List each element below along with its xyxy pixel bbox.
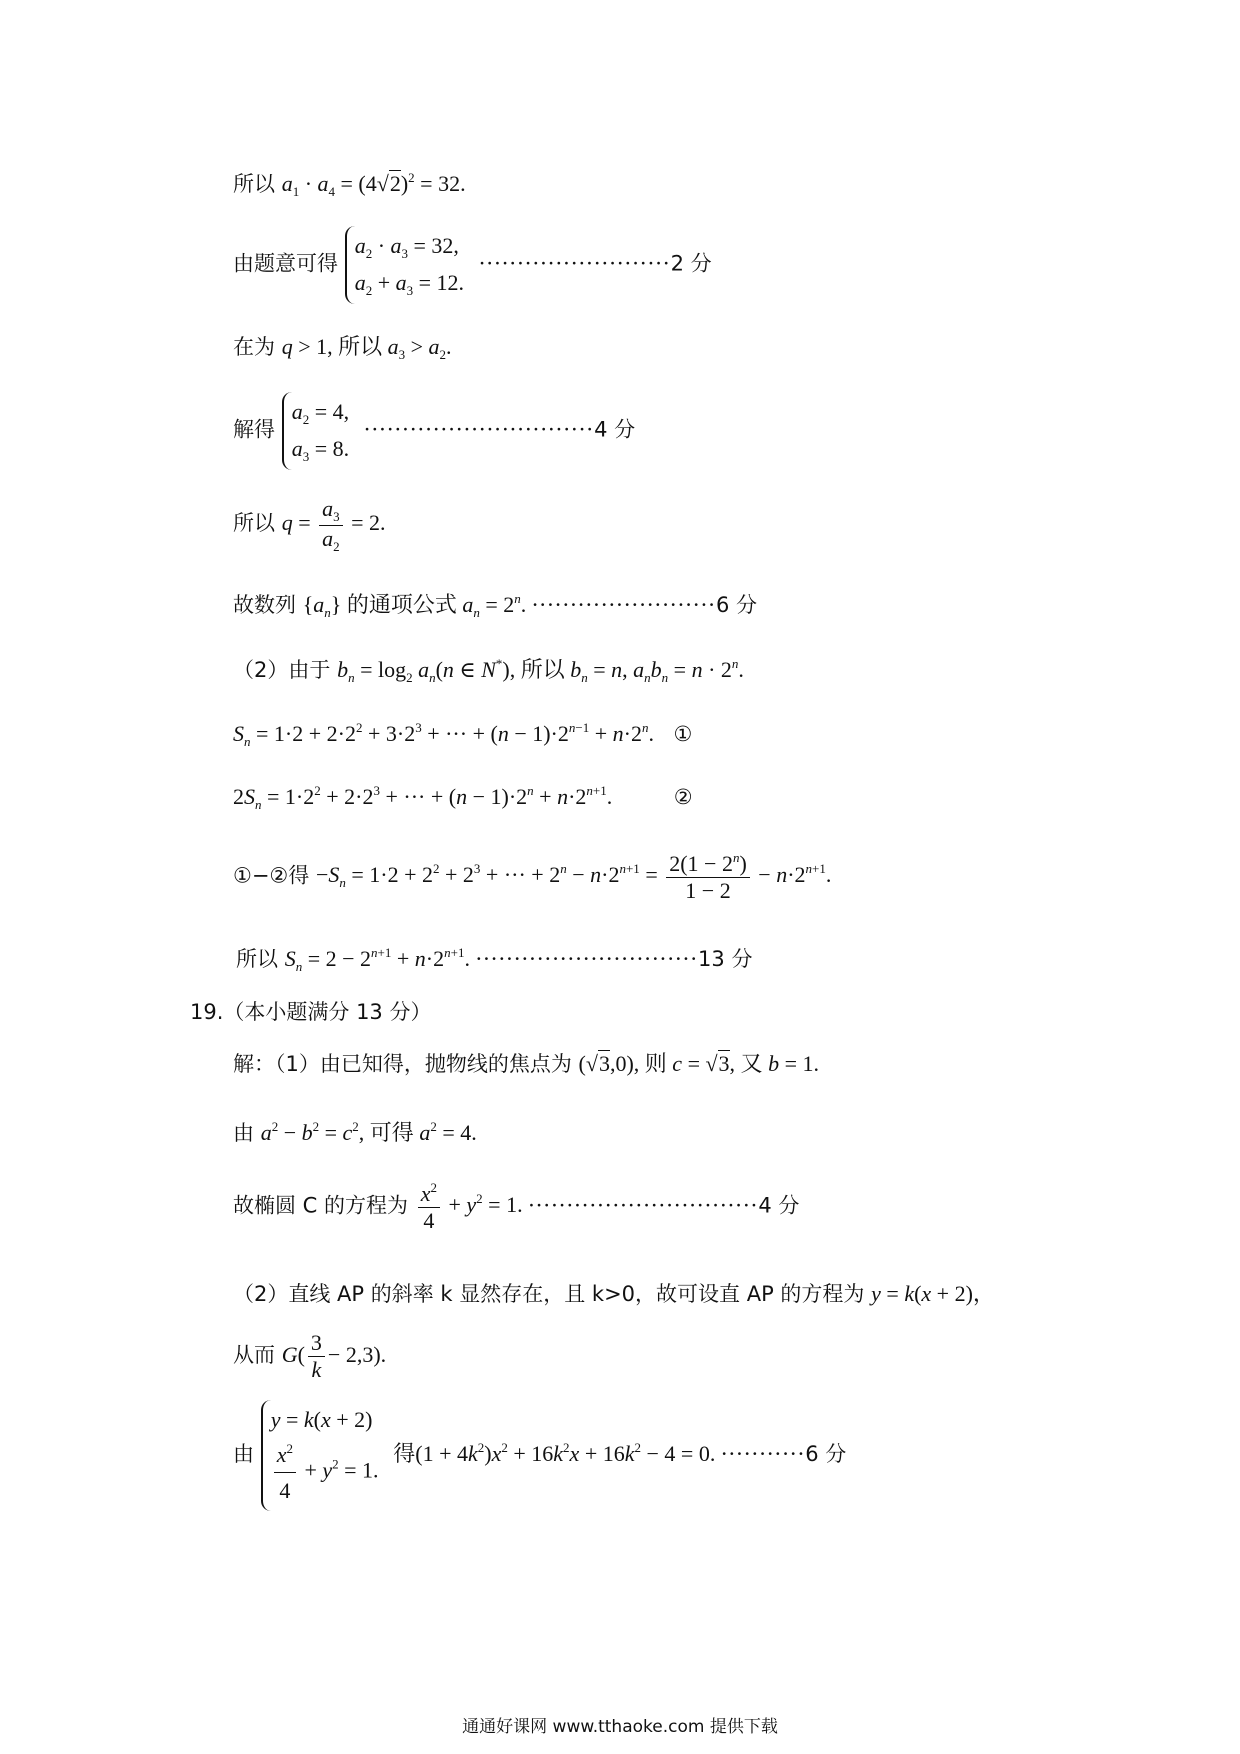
score-label: 6 分	[805, 1441, 847, 1466]
line-9	[233, 783, 693, 813]
line-15: 故椭圆 C 的方程为 $\frac{x^2}{4}$ + $y^2 = 1$. ······························4 分	[233, 1180, 800, 1234]
equation: $a^2 - b^2 = c^2$, 可得 $a^2 = 4$.	[260, 1119, 477, 1146]
line-16: （2）直线 AP 的斜率 k 显然存在，且 k>0，故可设直 AP 的方程为 y = k(x + 2)，	[233, 1281, 995, 1306]
line-18: 由 y = k(x + 2) $\frac{x^2}{4}$ + $y^2 = 1$. 得$(1 + 4k^2)x^2 + 16k^2x + 16k^2 - 4 = 0$. ···········6 分	[233, 1400, 846, 1511]
line-1: 所以 $a_1 \cdot a_4 = (4√2)^2 = 32$.	[233, 170, 466, 199]
equation-system: y = k(x + 2) $\frac{x^2}{4}$ + $y^2 = 1$.	[261, 1400, 387, 1511]
equation-system: $a_2 \cdot a_3 = 32$, $a_2 + a_3 = 12$.	[345, 226, 472, 304]
score-leader: ·························	[478, 251, 671, 276]
score-label: 4 分	[758, 1193, 800, 1218]
line-3: 在为 q > 1, 所以 $a_3 > a_2$.	[233, 334, 452, 362]
line-7: （2）由于 $b_n = \log_2 a_n(n$ ∈ N*), 所以 $b_n = n$, $a_nb_n = n \cdot 2^n$.	[233, 656, 744, 685]
equation-mark: ②	[673, 785, 693, 809]
equation: $S_n = 2 - 2^{n+1} + n\cdot 2^{n+1}$.	[284, 945, 476, 974]
score-label: 4 分	[594, 417, 636, 442]
line-4: 解得 $a_2 = 4$, $a_3 = 8$. ······························4 分	[233, 392, 635, 470]
equation: (√3,0), 则 c = √3, 又 b = 1.	[578, 1051, 819, 1077]
equation: $S_n = 1\cdot 2 + 2\cdot 2^2 + 3\cdot 2^3$ + ··· + $(n - 1)\cdot 2^{n-1} + n\cdot 2^n$.	[233, 720, 660, 749]
line-5: 所以 q = $\frac{a_3}{a_2}$ = 2.	[233, 496, 386, 554]
equation: 得$(1 + 4k^2)x^2 + 16k^2x + 16k^2 - 4 = 0$.	[393, 1439, 721, 1467]
line-10: ①−②得 $-S_n = 1\cdot 2 + 2^2 + 2^3$ + ··· + $2^n - n\cdot 2^{n+1}$ = $\frac{2(1 - 2^n)}{1 - 2}$ − $n\cdot 2^{n+1}$.	[233, 850, 832, 904]
equation: $\frac{x^2}{4}$ + $y^2 = 1$.	[415, 1192, 528, 1217]
score-label: 13 分	[698, 947, 753, 971]
equation: $\{a_n\}$ 的通项公式 $a_n = 2^n$.	[302, 591, 532, 620]
score-leader: ························	[531, 593, 716, 617]
line-2: 由题意可得 $a_2 \cdot a_3 = 32$, $a_2 + a_3 = 12$. ·························2 分	[233, 226, 712, 304]
line-6: 故数列 $\{a_n\}$ 的通项公式 $a_n = 2^n$. ························6 分	[233, 591, 758, 620]
equation: $-S_n = 1\cdot 2 + 2^2 + 2^3$ + ··· + $2^n - n\cdot 2^{n+1}$ = $\frac{2(1 - 2^n)}{1 - 2}$ − $n\cdot 2^{n+1}$.	[315, 850, 832, 904]
equation: $a_1 \cdot a_4 = (4√2)^2 = 32$.	[281, 170, 466, 199]
score-leader: ······························	[528, 1193, 759, 1218]
score-leader: ·····························	[475, 947, 699, 971]
line-11: 所以 $S_n = 2 - 2^{n+1} + n\cdot 2^{n+1}$. ·····························13 分	[236, 945, 753, 974]
score-leader: ······························	[363, 417, 595, 442]
page-footer: 通通好课网 www.tthaoke.com 提供下载	[462, 1717, 778, 1737]
equation: $b_n = \log_2 a_n(n$ ∈ N*), 所以 $b_n = n$, $a_nb_n = n \cdot 2^n$.	[337, 656, 744, 685]
line-8	[233, 720, 692, 750]
equation: y = k(x + 2)，	[871, 1281, 995, 1306]
line-13: 解：（1）由已知得，抛物线的焦点为 (√3,0), 则 c = √3, 又 b = 1.	[233, 1051, 819, 1077]
score-label: 6 分	[715, 593, 758, 617]
equation: $2S_n = 1\cdot 2^2 + 2\cdot 2^3$ + ··· + $(n - 1)\cdot 2^n + n\cdot 2^{n+1}$.	[233, 783, 618, 812]
equation: G( $\frac{3}{k}$ − 2,3).	[281, 1330, 387, 1383]
equation-system: $a_2 = 4$, $a_3 = 8$.	[282, 392, 357, 470]
equation: q > 1, 所以 $a_3 > a_2$.	[281, 334, 452, 362]
equation-mark: ①	[673, 722, 693, 746]
score-label: 2 分	[670, 251, 712, 276]
score-leader: ···········	[720, 1441, 806, 1466]
line-17: 从而 G( $\frac{3}{k}$ − 2,3).	[233, 1330, 387, 1383]
question-heading: 19.（本小题满分 13 分）	[190, 1000, 432, 1024]
line-14: 由 $a^2 - b^2 = c^2$, 可得 $a^2 = 4$.	[233, 1119, 477, 1146]
equation: q = $\frac{a_3}{a_2}$ = 2.	[281, 496, 386, 554]
